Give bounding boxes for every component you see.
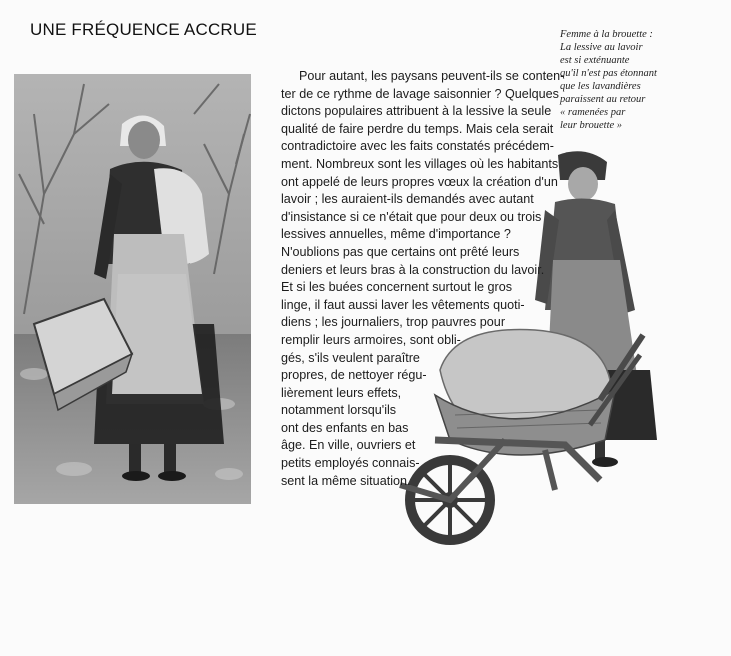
text-line: lièrement leurs effets,	[281, 385, 402, 400]
text-line: dictons populaires attribuent à la lessive la seule	[281, 104, 552, 119]
text-line: linge, il faut aussi laver les vêtements quoti-	[281, 297, 525, 312]
section-heading: UNE FRÉQUENCE ACCRUE	[30, 20, 257, 39]
text-line: sent la même situation.	[281, 473, 411, 488]
caption-line: est si exténuante	[560, 55, 630, 66]
caption-line: « ramenées par	[560, 107, 626, 118]
text-line: contradictoire avec les faits constatés précédem-	[281, 139, 554, 154]
text-line: remplir leurs armoires, sont obli-	[281, 332, 461, 347]
caption-line: Femme à la brouette :	[560, 29, 653, 40]
text-line: notamment lorsqu'ils	[281, 403, 397, 418]
caption-line: qu'il n'est pas étonnant	[560, 68, 657, 79]
body-paragraph	[281, 68, 564, 490]
text-line: lavoir ; les auraient-ils demandés avec autant	[281, 192, 534, 207]
text-line: d'insistance si ce n'était que pour deux ou trois	[281, 209, 542, 224]
text-line: lessives annuelles, même d'importance ?	[281, 227, 511, 242]
text-line: Pour autant, les paysans peuvent-ils se conten-	[299, 69, 565, 83]
photo-caption	[560, 28, 725, 132]
text-line: diens ; les journaliers, trop pauvres pour	[281, 315, 506, 330]
caption-line: que les lavandières	[560, 81, 641, 92]
text-line: Et si les buées concernent surtout le gros	[281, 280, 513, 295]
text-line: propres, de nettoyer régu-	[281, 368, 427, 383]
caption-line: leur brouette »	[560, 120, 623, 131]
caption-line: paraissent au retour	[560, 94, 646, 105]
text-line: âge. En ville, ouvriers et	[281, 438, 416, 453]
photo-washerwoman	[14, 74, 251, 504]
text-line: ont appelé de leurs propres vœux la création d'un	[281, 174, 558, 189]
text-line: ont des enfants en bas	[281, 420, 409, 435]
text-line: ment. Nombreux sont les villages où les habitants	[281, 156, 559, 171]
text-line: qualité de faire perdre du temps. Mais cela serait	[281, 121, 554, 136]
text-line: petits employés connais-	[281, 456, 420, 471]
text-line: deniers et leurs bras à la construction du lavoir.	[281, 262, 545, 277]
text-line: N'oublions pas que certains ont prêté leurs	[281, 244, 520, 259]
caption-line: La lessive au lavoir	[560, 42, 643, 53]
text-line: gés, s'ils veulent paraître	[281, 350, 420, 365]
text-line: ter de ce rythme de lavage saisonnier ? Quelques	[281, 86, 559, 101]
